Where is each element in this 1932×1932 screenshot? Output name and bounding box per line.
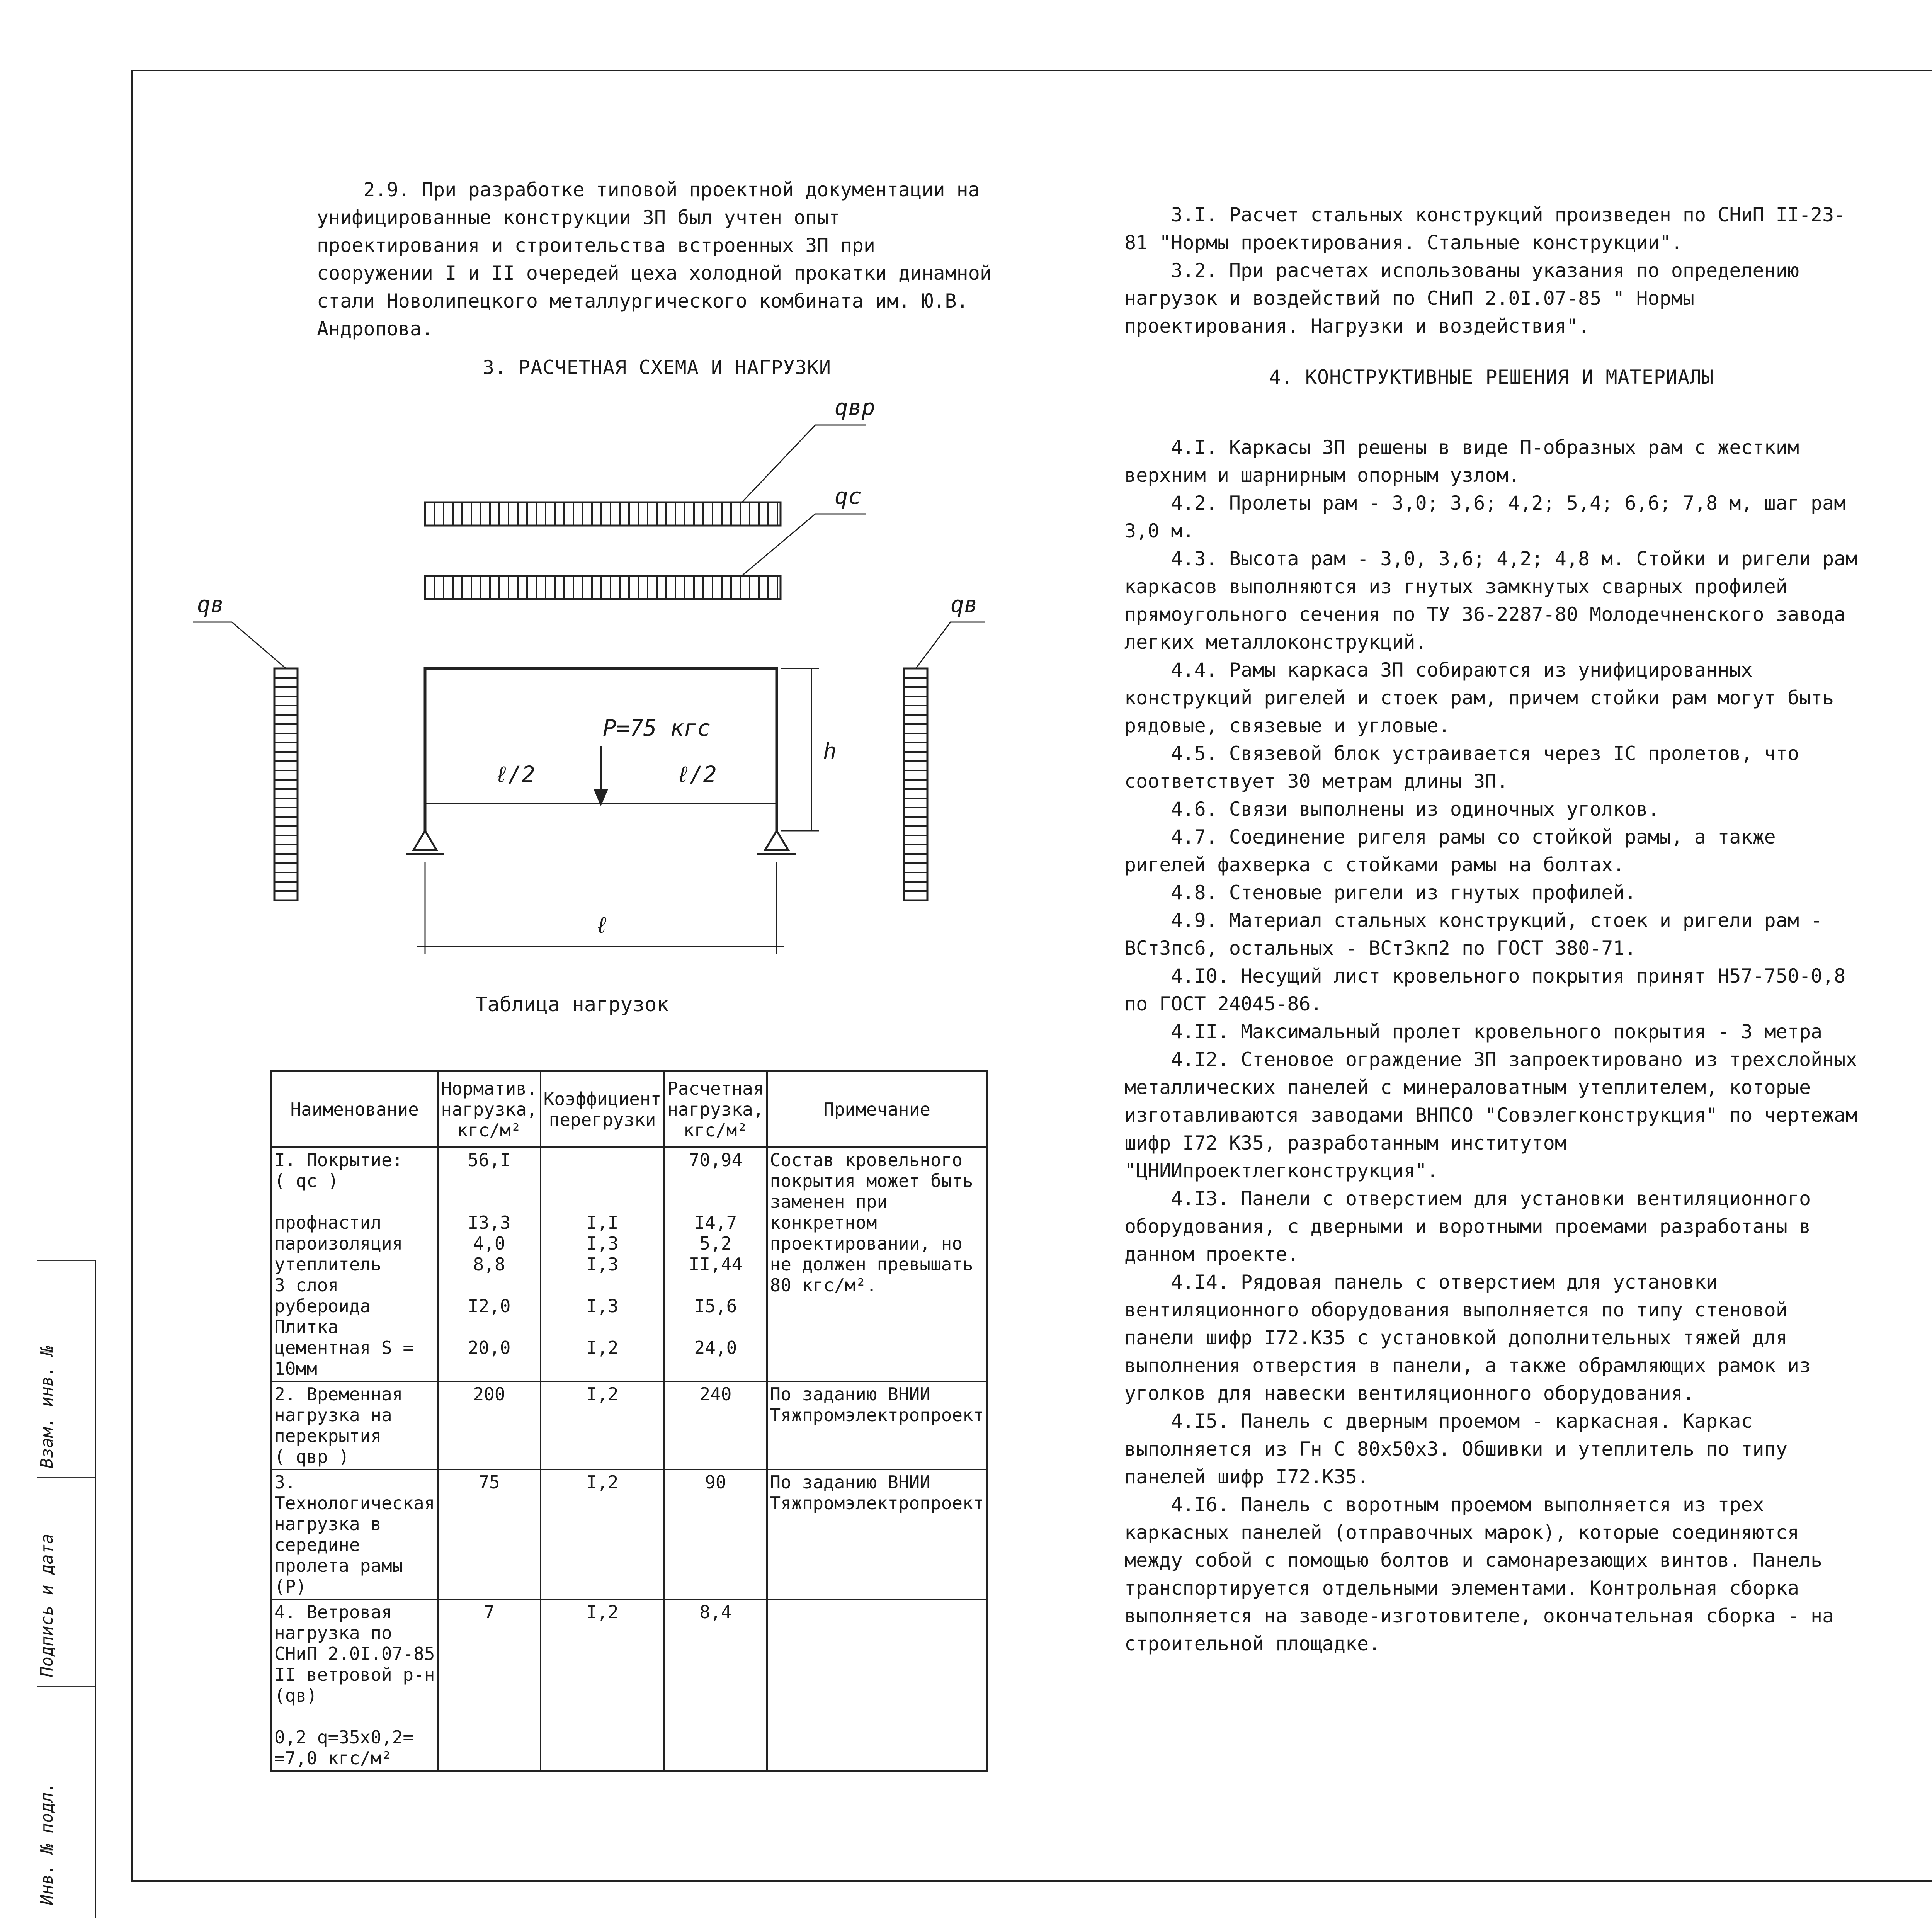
cell-line: I,2 [586, 1472, 619, 1493]
cell-line [441, 1316, 537, 1337]
table-cell-note [767, 1599, 987, 1771]
table-row [271, 1381, 987, 1469]
cell-line [544, 1191, 662, 1212]
list-item: 4.I4. Рядовая панель с отверстием для установки вентиляционного оборудования выполняется по типу стеновой панели шифр I72.КЗ5 с установкой дополнительных тяжей для выполнения отверстия в панели, а также обрамляющих рамок из уголков для навески вентиляционного оборудования. [1124, 1271, 1823, 1405]
table-cell-calc [664, 1147, 767, 1381]
column-2 [1124, 201, 1869, 1658]
cell-line: 240 [699, 1384, 732, 1405]
label-half-span-2: ℓ/2 [676, 761, 717, 787]
table-cell-norm [438, 1469, 540, 1599]
cell-line: 70,94 [689, 1150, 743, 1170]
table-cell-norm [438, 1147, 540, 1381]
label-height: h [823, 738, 837, 764]
table-cell-note: По заданию ВНИИ Тяжпромэлектропроект [767, 1469, 987, 1599]
paragraph-2-9: 2.9. При разработке типовой проектной документации на унифицированные конструкции ЗП был учтен опыт проектирования и строительства встроенных ЗП при сооружении I и II очередей цеха холодной прокатки динамной стали Новолипецкого металлургического комбината им. Ю.В. Андропова. [317, 179, 1003, 340]
list-item: 4.I6. Панель с воротным проемом выполняется из трех каркасных панелей (отправочных марок), которые соединяются между собой с помощью болтов и самонарезающих винтов. Панель транспортируется отдельными элементами. Контрольная сборка выполняется на заводе-изготовителе, окончательная сборка - на строительной площадке. [1124, 1493, 1846, 1655]
table-cell-norm [438, 1381, 540, 1469]
label-q-vp: qвр [835, 394, 875, 420]
cell-line: 8,4 [699, 1602, 732, 1622]
list-item: 4.8. Стеновые ригели из гнутых профилей. [1124, 881, 1636, 904]
label-q-v-right: qв [951, 591, 978, 617]
cell-line: 20,0 [468, 1337, 511, 1358]
cell-line: I,2 [586, 1384, 619, 1405]
cell-line: I,2 [586, 1602, 619, 1622]
cell-line: утеплитель [274, 1254, 381, 1275]
table-cell-coef [541, 1381, 665, 1469]
cell-line: 4,0 [473, 1233, 505, 1254]
cell-line: 90 [705, 1472, 726, 1493]
cell-line: I. Покрытие: [274, 1150, 403, 1170]
cell-line: 7 [484, 1602, 495, 1622]
cell-line [441, 1275, 537, 1296]
header-note: Примечание [767, 1071, 987, 1147]
cell-line: пароизоляция [274, 1233, 403, 1254]
cell-line: II,44 [689, 1254, 743, 1275]
table-row [271, 1147, 987, 1381]
table-cell-calc [664, 1469, 767, 1599]
cell-line: 3 слоя рубероида [274, 1275, 371, 1316]
cell-line [441, 1191, 537, 1212]
table-cell-calc [664, 1381, 767, 1469]
cell-line: 2. Временная нагрузка на перекрытия [274, 1384, 403, 1446]
table-cell-norm [438, 1599, 540, 1771]
list-item: 4.I2. Стеновое ограждение ЗП запроектировано из трехслойных металлических панелей с минераловатным утеплителем, которые изготавливаются заводами ВНПСО "Совэлегконструкция" по чертежам шифр I72 КЗ5, разработанным институтом "ЦНИИпроектлегконструкция". [1124, 1048, 1869, 1182]
cell-line [441, 1170, 537, 1191]
cell-line: ( qвр ) [274, 1446, 349, 1467]
loads-table-header [271, 1071, 987, 1147]
list-item: 4.6. Связи выполнены из одиночных уголков. [1124, 798, 1660, 820]
table-cell-note: По заданию ВНИИ Тяжпромэлектропроект [767, 1381, 987, 1469]
cell-line: Плитка цементная S = 10мм [274, 1316, 414, 1379]
binding-label-sign: Подпись и дата [37, 1534, 57, 1677]
cell-line: 56,I [468, 1150, 511, 1170]
cell-line [544, 1150, 662, 1170]
cell-line: I,3 [586, 1296, 619, 1316]
load-diagram [162, 394, 1012, 1024]
header-coef: Коэффициент перегрузки [541, 1071, 665, 1147]
table-cell-name [271, 1147, 438, 1381]
cell-line: 5,2 [699, 1233, 732, 1254]
table-cell-coef [541, 1147, 665, 1381]
paragraph-3-1: 3.I. Расчет стальных конструкций произведен по СНиП II-23-81 "Нормы проектирования. Стальные конструкции". [1124, 204, 1846, 254]
list-item: 4.II. Максимальный пролет кровельного покрытия - 3 метра [1124, 1020, 1823, 1043]
table-cell-name [271, 1599, 438, 1771]
cell-line: 75 [478, 1472, 500, 1493]
table-cell-name [271, 1381, 438, 1469]
cell-line: ( qc ) [274, 1170, 339, 1191]
list-item: 4.I0. Несущий лист кровельного покрытия принят Н57-750-0,8 по ГОСТ 24045-86. [1124, 965, 1857, 1015]
binding-label-inv: Инв. № подл. [37, 1782, 57, 1905]
column-1 [317, 176, 1003, 379]
cell-line: I4,7 [694, 1212, 737, 1233]
cell-line: I,3 [586, 1233, 619, 1254]
list-item: 4.5. Связевой блок устраивается через IС пролетов, что соответствует 30 метрам длины ЗП. [1124, 742, 1811, 793]
cell-line: I2,0 [468, 1296, 511, 1316]
label-point-load: P=75 кгс [603, 715, 711, 741]
cell-line [667, 1170, 764, 1191]
cell-line: 4. Ветровая нагрузка по СНиП 2.0I.07-85 II ветровой р-н (qв) [274, 1602, 435, 1706]
list-item: 4.9. Материал стальных конструкций, стоек и ригели рам - ВСт3пс6, остальных - ВСт3кп2 по ГОСТ 380-71. [1124, 909, 1834, 959]
list-item: 4.3. Высота рам - 3,0, 3,6; 4,2; 4,8 м. Стойки и ригели рам каркасов выполняются из гнутых замкнутых сварных профилей прямоугольного сечения по ТУ 36-2287-80 Молодечненского завода легких металлоконструкций. [1124, 548, 1869, 653]
cell-line [667, 1316, 764, 1337]
cell-line [544, 1275, 662, 1296]
cell-line: 0,2 q=35х0,2= [274, 1727, 414, 1748]
table-cell-name [271, 1469, 438, 1599]
header-calc: Расчетная нагрузка, кгс/м² [664, 1071, 767, 1147]
cell-line [544, 1316, 662, 1337]
table-cell-note: Состав кровельного покрытия может быть заменен при конкретном проектировании, но не должен превышать 80 кгс/м². [767, 1147, 987, 1381]
label-q-v-left: qв [197, 591, 224, 617]
cell-line: I,I [586, 1212, 619, 1233]
list-item: 4.I. Каркасы ЗП решены в виде П-образных рам с жестким верхним и шарнирным опорным узлом. [1124, 436, 1811, 486]
cell-line: 8,8 [473, 1254, 505, 1275]
cell-line: I,3 [586, 1254, 619, 1275]
cell-line [274, 1706, 435, 1727]
list-item: 4.I3. Панели с отверстием для установки вентиляционного оборудования, с дверными и воротными проемами разработаны в данном проекте. [1124, 1187, 1823, 1265]
table-row [271, 1599, 987, 1771]
loads-table-caption: Таблица нагрузок [475, 993, 669, 1016]
header-norm: Норматив. нагрузка, кгс/м² [438, 1071, 540, 1147]
list-item: 4.4. Рамы каркаса ЗП собираются из унифицированных конструкций ригелей и стоек рам, причем стойки рам могут быть рядовые, связевые и угловые. [1124, 659, 1846, 737]
cell-line: I,2 [586, 1337, 619, 1358]
binding-label-replace: Взам. инв. № [37, 1345, 57, 1468]
table-cell-calc [664, 1599, 767, 1771]
table-cell-coef [541, 1469, 665, 1599]
frame-scheme-svg [162, 406, 1012, 1024]
header-name: Наименование [271, 1071, 438, 1147]
cell-line: 3. Технологическая нагрузка в середине пролета рамы (P) [274, 1472, 435, 1597]
cell-line: профнастил [274, 1212, 381, 1233]
label-q-c: qc [835, 483, 862, 509]
label-half-span-1: ℓ/2 [495, 761, 535, 787]
cell-line: =7,0 кгс/м² [274, 1748, 392, 1769]
list-item: 4.2. Пролеты рам - 3,0; 3,6; 4,2; 5,4; 6,6; 7,8 м, шаг рам 3,0 м. [1124, 492, 1857, 542]
section-4-items [1124, 434, 1869, 1658]
cell-line [667, 1191, 764, 1212]
cell-line: 24,0 [694, 1337, 737, 1358]
cell-line [544, 1170, 662, 1191]
section-4-title: 4. КОНСТРУКТИВНЫЕ РЕШЕНИЯ И МАТЕРИАЛЫ [1269, 366, 1714, 388]
cell-line: I5,6 [694, 1296, 737, 1316]
list-item: 4.I5. Панель с дверным проемом - каркасная. Каркас выполняется из Гн С 80х50х3. Обшивки и утеплитель по типу панелей шифр I72.КЗ5. [1124, 1410, 1799, 1488]
cell-line [274, 1191, 435, 1212]
table-row [271, 1469, 987, 1599]
table-cell-coef [541, 1599, 665, 1771]
paragraph-3-2: 3.2. При расчетах использованы указания по определению нагрузок и воздействий по СНиП 2.0I.07-85 " Нормы проектирования. Нагрузки и воздействия". [1124, 259, 1811, 337]
loads-table [270, 1070, 988, 1772]
cell-line: I3,3 [468, 1212, 511, 1233]
list-item: 4.7. Соединение ригеля рамы со стойкой рамы, а также ригелей фахверка с стойками рамы на болтах. [1124, 826, 1787, 876]
label-span: ℓ [595, 912, 609, 938]
cell-line [667, 1275, 764, 1296]
cell-line: 200 [473, 1384, 505, 1405]
section-3-title: 3. РАСЧЕТНАЯ СХЕМА И НАГРУЗКИ [483, 356, 831, 379]
